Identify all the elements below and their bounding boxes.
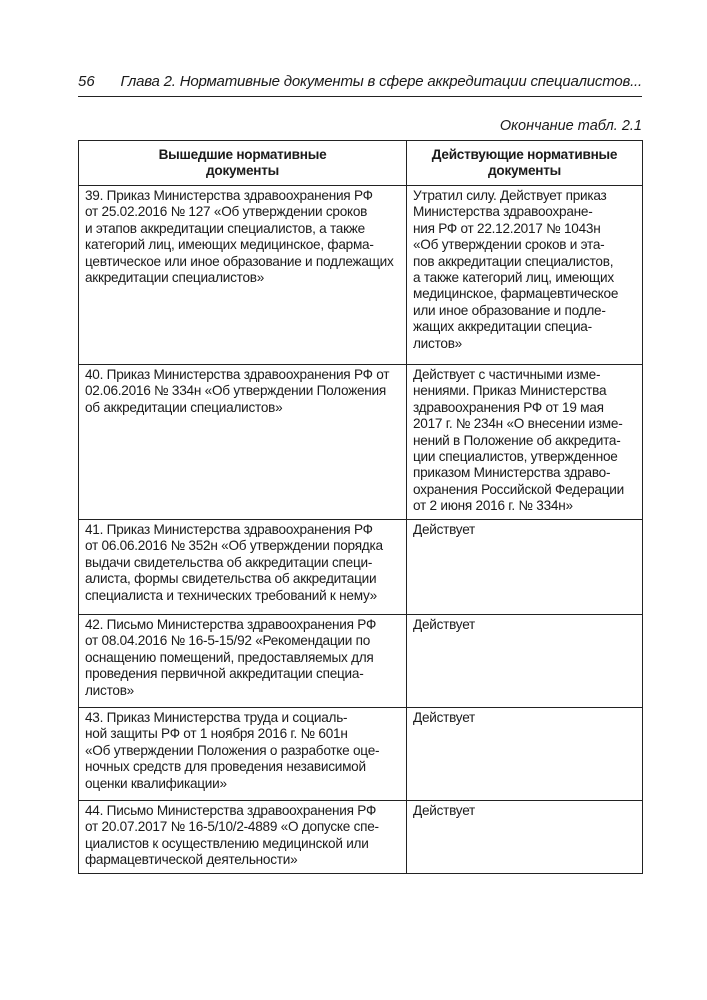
column-header-outdated: Вышедшие нормативные документы <box>79 141 407 186</box>
column-header-current: Действующие нормативные документы <box>407 141 643 186</box>
outdated-document-cell: 44. Письмо Министерства здравоохранения РФ от 20.07.2017 № 16-5/10/2-4889 «О допуске спе- циалистов к осуществлению медицинской или фармацевтической деятельности» <box>79 801 407 874</box>
outdated-document-cell: 42. Письмо Министерства здравоохранения РФ от 08.04.2016 № 16-5-15/92 «Рекомендации по оснащению помещений, предоставляемых для проведения первичной аккредитации специа- листов» <box>79 615 407 708</box>
documents-table <box>78 140 643 874</box>
table-row <box>79 801 643 874</box>
current-document-cell: Утратил силу. Действует приказ Министерства здравоохране- ния РФ от 22.12.2017 № 1043н «Об утверждении сроков и эта- пов аккредитации специалистов, а также категорий лиц, имеющих медицинское, фармацевтическое или иное образование и подле- жащих аккредитации специа- листов» <box>407 186 643 365</box>
outdated-document-cell: 43. Приказ Министерства труда и социаль- ной защиты РФ от 1 ноября 2016 г. № 601н «Об утверждении Положения о разработке оце- ночных средств для проведения независимой оценки квалификации» <box>79 708 407 801</box>
page-number: 56 <box>78 73 95 90</box>
table-row <box>79 615 643 708</box>
running-head: Глава 2. Нормативные документы в сфере аккредитации специалистов... <box>120 73 642 90</box>
outdated-document-cell: 40. Приказ Министерства здравоохранения РФ от 02.06.2016 № 334н «Об утверждении Положения об аккредитации специалистов» <box>79 365 407 520</box>
table-row <box>79 365 643 520</box>
current-document-cell: Действует <box>407 615 643 708</box>
outdated-document-cell: 41. Приказ Министерства здравоохранения РФ от 06.06.2016 № 352н «Об утверждении порядка выдачи свидетельства об аккредитации специ- алиста, формы свидетельства об аккредитации специалиста и технических требований к нему» <box>79 520 407 615</box>
page-header <box>78 72 642 97</box>
outdated-document-cell: 39. Приказ Министерства здравоохранения РФ от 25.02.2016 № 127 «Об утверждении сроков и этапов аккредитации специалистов, а также категорий лиц, имеющих медицинское, фарма- цевтическое или иное образование и подлежащих аккредитации специалистов» <box>79 186 407 365</box>
current-document-cell: Действует с частичными изме- нениями. Приказ Министерства здравоохранения РФ от 19 мая 2017 г. № 234н «О внесении изме- нений в Положение об аккредита- ции специалистов, утвержденное приказом Министерства здраво- охранения Российской Федерации от 2 июня 2016 г. № 334н» <box>407 365 643 520</box>
table-caption: Окончание табл. 2.1 <box>499 118 642 134</box>
current-document-cell: Действует <box>407 708 643 801</box>
table-row <box>79 708 643 801</box>
table-header-row <box>79 141 643 186</box>
table-row <box>79 520 643 615</box>
current-document-cell: Действует <box>407 801 643 874</box>
table-row <box>79 186 643 365</box>
current-document-cell: Действует <box>407 520 643 615</box>
